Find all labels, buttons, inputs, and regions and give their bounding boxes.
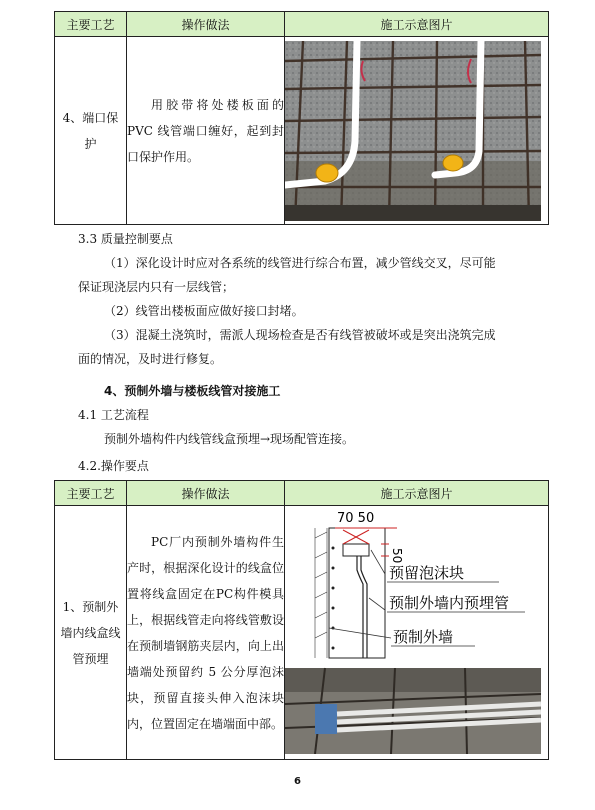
process-label: 1、预制外墙内线盒线管预埋 [60, 599, 121, 666]
header-process: 主要工艺 [55, 481, 127, 506]
label-precast-wall: 预制外墙 [393, 627, 454, 646]
section-4-1-heading: 4.1 工艺流程 [78, 408, 149, 422]
table-row [55, 506, 549, 760]
photo-cell [285, 37, 549, 225]
header-method: 操作做法 [127, 12, 285, 37]
method-text: PC厂内预制外墙构件生产时，根据深化设计的线盒位置将线盒固定在PC构件模具上，根据线管走向将线管敷设在预制墙钢筋夹层内，向上出墙端处预留约 5 公分厚泡沫块，预留直接头伸入泡沫块内，位置固定在墙端面中部。 [127, 534, 284, 731]
quality-item-1: （1）深化设计时应对各系统的线管进行综合布置，减少管线交叉，尽可能 [104, 256, 496, 270]
header-image: 施工示意图片 [285, 12, 549, 37]
header-image: 施工示意图片 [285, 481, 549, 506]
wall-section-diagram [285, 508, 541, 754]
method-text: 用胶带将处楼板面的PVC 线管端口缠好，起到封口保护作用。 [127, 97, 284, 164]
table-header-row [55, 12, 549, 37]
table-header-row [55, 481, 549, 506]
process-flow: 预制外墙构件内线管线盒预埋→现场配管连接。 [104, 432, 355, 446]
process-table-1 [54, 11, 549, 225]
process-name [55, 506, 127, 760]
page-number: 6 [294, 776, 301, 787]
process-table-2 [54, 480, 549, 760]
section-4-2-heading: 4.2.操作要点 [78, 459, 149, 473]
process-name [55, 37, 127, 225]
label-embedded-pipe: 预制外墙内预埋管 [389, 593, 510, 612]
process-label: 4、端口保护 [62, 110, 119, 151]
method-description [127, 506, 285, 760]
section-3-3-heading: 3.3 质量控制要点 [78, 232, 173, 246]
method-description [127, 37, 285, 225]
section-4-heading: 4、预制外墙与楼板线管对接施工 [104, 384, 281, 398]
diagram-cell [285, 506, 549, 760]
rebar-photo [285, 41, 541, 221]
header-method: 操作做法 [127, 481, 285, 506]
dim-side-label: 50 [390, 547, 404, 563]
quality-item-1-cont: 保证现浇层内只有一层线管； [78, 280, 235, 294]
quality-item-3: （3）混凝土浇筑时，需派人现场检查是否有线管被破坏或是突出浇筑完成 [104, 328, 496, 342]
header-process: 主要工艺 [55, 12, 127, 37]
label-foam-block: 预留泡沫块 [389, 563, 465, 582]
pipe-photo [285, 668, 541, 754]
dim-top-label: 70 50 [337, 510, 375, 526]
table-row [55, 37, 549, 225]
quality-item-3-cont: 面的情况，及时进行修复。 [78, 352, 223, 366]
quality-item-2: （2）线管出楼板面应做好接口封堵。 [104, 304, 304, 318]
